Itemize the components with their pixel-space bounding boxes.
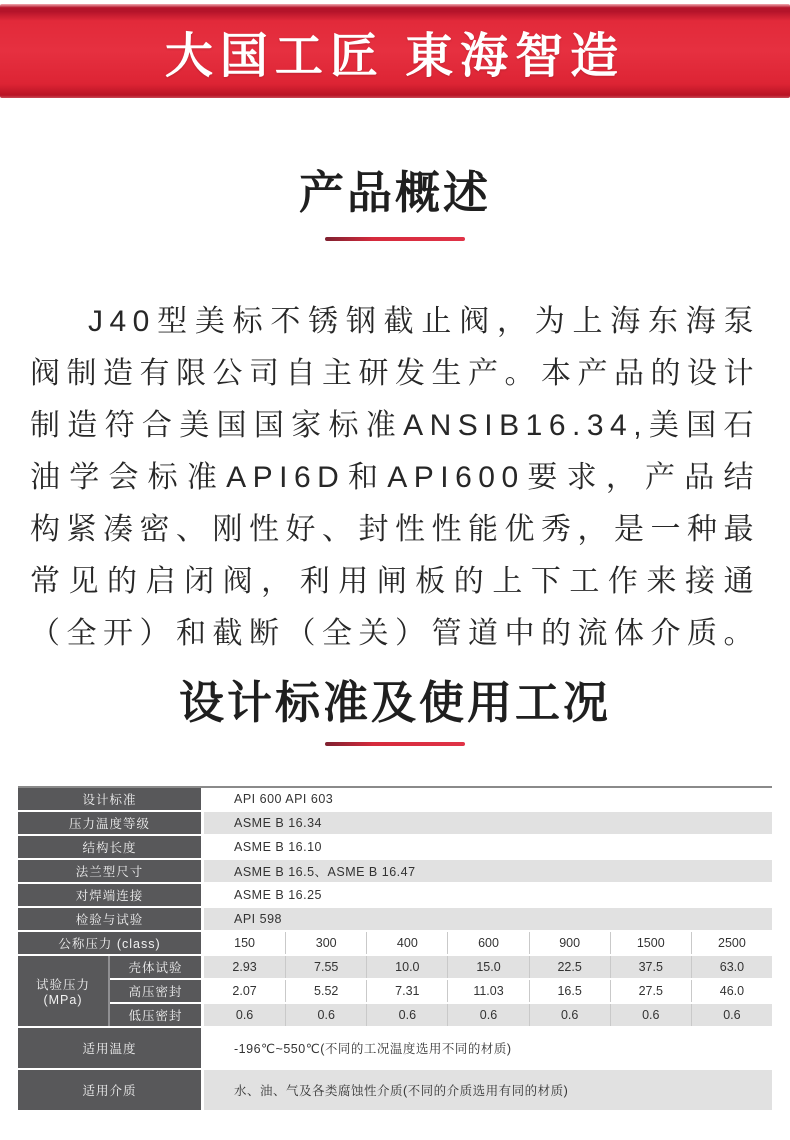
test-value: 16.5 <box>529 980 610 1002</box>
test-value: 2.07 <box>204 980 285 1002</box>
section-title-overview: 产品概述 <box>298 167 491 218</box>
test-value: 11.03 <box>447 980 528 1002</box>
title-underline <box>325 742 465 746</box>
spec-value: API 600 API 603 <box>204 788 772 810</box>
spec-value: ASME B 16.34 <box>204 812 772 834</box>
spec-label: 压力温度等级 <box>18 812 204 834</box>
spec-value: API 598 <box>204 908 772 930</box>
section-title-standards: 设计标准及使用工况 <box>178 677 611 728</box>
class-value: 300 <box>285 932 366 954</box>
test-value: 0.6 <box>447 1004 528 1026</box>
spec-value: 水、油、气及各类腐蚀性介质(不同的介质选用有同的材质) <box>204 1070 772 1110</box>
test-row-label: 低压密封 <box>110 1004 204 1026</box>
spec-label: 结构长度 <box>18 836 204 858</box>
class-value: 1500 <box>610 932 691 954</box>
test-row-label: 壳体试验 <box>110 956 204 978</box>
test-value: 0.6 <box>691 1004 772 1026</box>
class-value: 150 <box>204 932 285 954</box>
test-row-label: 高压密封 <box>110 980 204 1002</box>
test-value: 37.5 <box>610 956 691 978</box>
class-value: 600 <box>447 932 528 954</box>
test-value: 10.0 <box>366 956 447 978</box>
test-value: 0.6 <box>204 1004 285 1026</box>
spec-value: ASME B 16.25 <box>204 884 772 906</box>
spec-table <box>18 786 772 1110</box>
spec-label: 检验与试验 <box>18 908 204 930</box>
test-value: 7.55 <box>285 956 366 978</box>
test-value: 0.6 <box>529 1004 610 1026</box>
test-value: 2.93 <box>204 956 285 978</box>
class-value: 900 <box>529 932 610 954</box>
spec-label: 适用介质 <box>18 1070 204 1110</box>
spec-value: -196℃~550℃(不同的工况温度选用不同的材质) <box>204 1028 772 1068</box>
test-value: 0.6 <box>285 1004 366 1026</box>
test-value: 63.0 <box>691 956 772 978</box>
spec-value: ASME B 16.5、ASME B 16.47 <box>204 860 772 882</box>
test-value: 5.52 <box>285 980 366 1002</box>
title-underline <box>325 237 465 241</box>
test-value: 15.0 <box>447 956 528 978</box>
spec-label: 对焊端连接 <box>18 884 204 906</box>
spec-label: 设计标准 <box>18 788 204 810</box>
test-value: 0.6 <box>610 1004 691 1026</box>
spec-table-grid <box>18 788 772 1110</box>
spec-value: ASME B 16.10 <box>204 836 772 858</box>
test-value: 46.0 <box>691 980 772 1002</box>
test-value: 0.6 <box>366 1004 447 1026</box>
spec-label: 适用温度 <box>18 1028 204 1068</box>
banner-title: 大国工匠 東海智造 <box>164 29 626 83</box>
class-value: 400 <box>366 932 447 954</box>
class-row-label: 公称压力 (class) <box>18 932 204 954</box>
spec-label: 法兰型尺寸 <box>18 860 204 882</box>
test-value: 27.5 <box>610 980 691 1002</box>
product-description: J40型美标不锈钢截止阀，为上海东海泵阀制造有限公司自主研发生产。本产品的设计制造符合美国国家标准ANSIB16.34,美国石油学会标准API6D和API600要求，产品结构紧凑密、刚性好、封性性能优秀，是一种最常见的启闭阀，利用闸板的上下工作来接通（全开）和截断（全关）管道中的流体介质。 <box>30 305 760 650</box>
test-value: 7.31 <box>366 980 447 1002</box>
test-value: 22.5 <box>529 956 610 978</box>
test-pressure-label: 试验压力(MPa) <box>18 956 110 1026</box>
top-banner <box>0 4 790 98</box>
class-value: 2500 <box>691 932 772 954</box>
